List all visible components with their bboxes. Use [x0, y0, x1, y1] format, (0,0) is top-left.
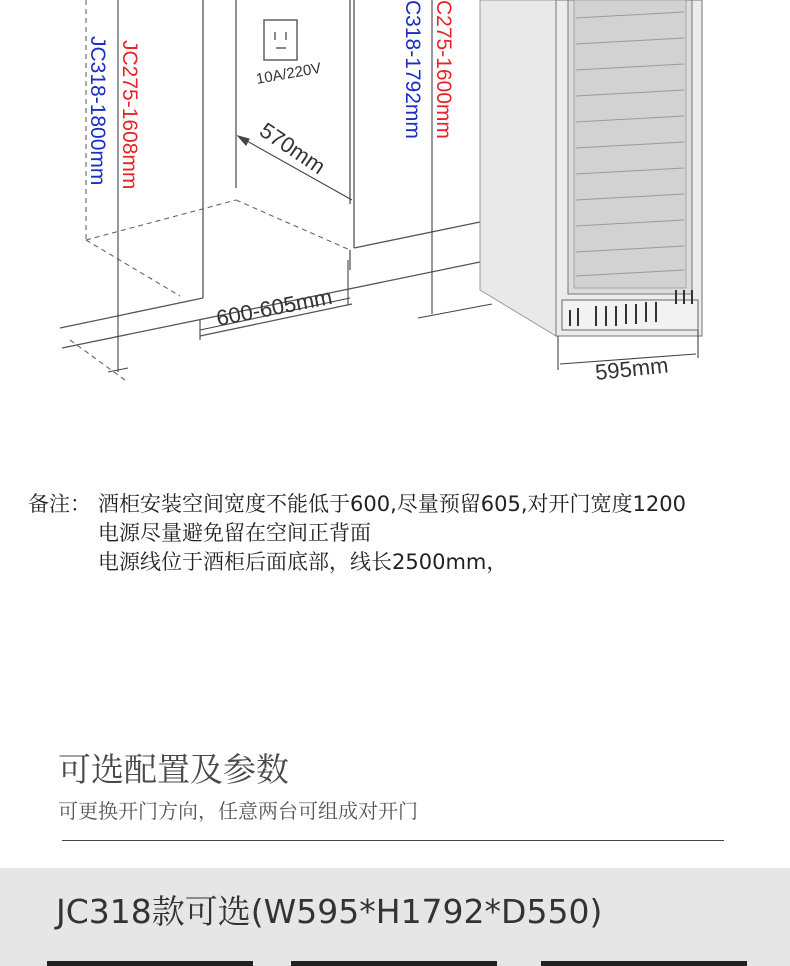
product-thumbnail[interactable]	[47, 961, 253, 966]
model-band-title: JC318款可选(W595*H1792*D550)	[56, 892, 603, 931]
depth-label: 570mm	[255, 117, 331, 180]
notes-label: 备注：	[28, 492, 91, 516]
fridge-width-label: 595mm	[593, 352, 670, 385]
note-line: 电源尽量避免留在空间正背面	[98, 521, 371, 545]
section-title: 可选配置及参数	[58, 750, 289, 789]
product-thumbnail[interactable]	[291, 961, 497, 966]
product-thumbnail[interactable]	[541, 961, 747, 966]
section-subtitle: 可更换开门方向，任意两台可组成对开门	[58, 799, 418, 823]
note-line: 酒柜安装空间宽度不能低于600,尽量预留605,对开门宽度1200	[98, 492, 686, 516]
cabinet-height-jc318-label: JC318-1800mm	[86, 36, 109, 186]
note-line: 电源线位于酒柜后面底部，线长2500mm，	[98, 550, 508, 574]
cabinet-width-label: 600-605mm	[214, 283, 335, 331]
section-divider	[62, 840, 724, 841]
cabinet-hidden-lines	[70, 0, 350, 380]
outlet-rating-label: 10A/220V	[254, 59, 323, 88]
wine-fridge	[480, 0, 702, 336]
installation-diagram	[0, 0, 790, 450]
fridge-height-jc318-label: C318-1792mm	[401, 0, 424, 139]
cabinet-height-jc275-label: JC275-1608mm	[118, 40, 141, 190]
power-outlet-icon	[264, 20, 297, 60]
fridge-height-jc275-label: C275-1600mm	[432, 0, 455, 139]
